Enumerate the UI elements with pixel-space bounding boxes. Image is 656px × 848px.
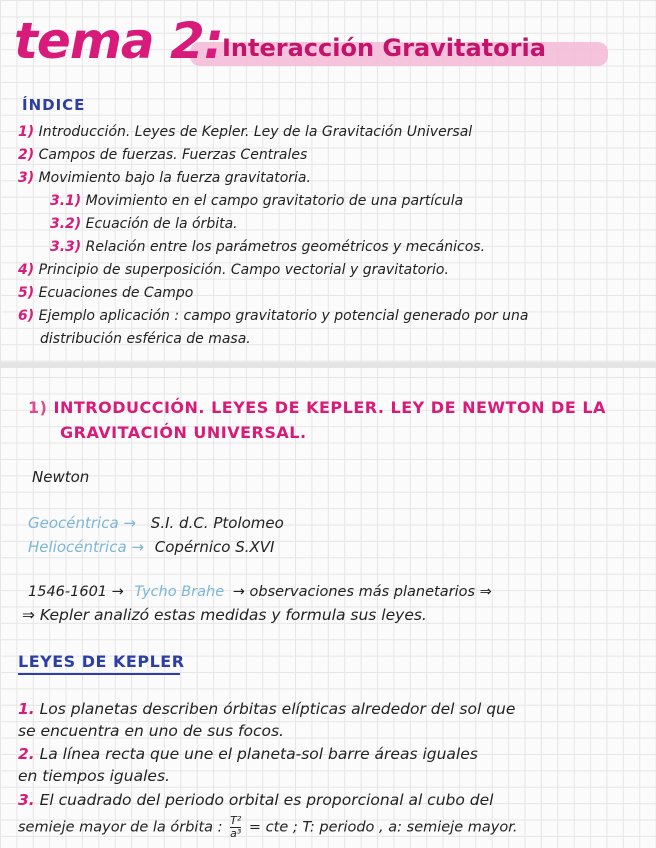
index-item: 6) Ejemplo aplicación : campo gravitatorio y potencial generado por una (18, 308, 529, 324)
kepler-laws-heading: LEYES DE KEPLER (18, 652, 185, 671)
section-title-line2: GRAVITACIÓN UNIVERSAL. (60, 423, 307, 442)
index-item: distribución esférica de masa. (40, 331, 251, 347)
topic-title: tema 2: (14, 12, 223, 70)
index-item: 3.1) Movimiento en el campo gravitatorio de una partícula (50, 193, 464, 209)
index-item: 4) Principio de superposición. Campo vectorial y gravitatorio. (18, 262, 449, 278)
tycho-line: 1546-1601 → Tycho Brahe → observaciones más planetarios ⇒ (28, 584, 492, 600)
kepler-analysis-line: ⇒ Kepler analizó estas medidas y formula sus leyes. (22, 606, 427, 624)
heliocentric-line: Heliocéntrica → Copérnico S.XVI (28, 538, 275, 556)
index-item: 3.2) Ecuación de la órbita. (50, 216, 238, 232)
page-divider (0, 362, 656, 368)
newton-label: Newton (32, 468, 90, 486)
index-item: 3.3) Relación entre los parámetros geométricos y mecánicos. (50, 239, 486, 255)
index-heading: ÍNDICE (22, 96, 86, 114)
kepler-law-3-cont: semieje mayor de la órbita : $\frac{\text{T²}}{\text{a³}}$ = cte ; T: periodo , a: semieje mayor. (18, 814, 518, 840)
index-item: 1) Introducción. Leyes de Kepler. Ley de la Gravitación Universal (18, 124, 473, 140)
geocentric-line: Geocéntrica → S.I. d.C. Ptolomeo (28, 514, 284, 532)
topic-subtitle: Interacción Gravitatoria (222, 34, 546, 62)
kepler-law-3: 3. El cuadrado del periodo orbital es proporcional al cubo del (18, 791, 494, 809)
period-fraction: $\frac{\text{T²}}{\text{a³}}$ (230, 814, 242, 840)
kepler-law-2-cont: en tiempos iguales. (18, 767, 170, 785)
index-item: 2) Campos de fuerzas. Fuerzas Centrales (18, 147, 308, 163)
index-item: 5) Ecuaciones de Campo (18, 285, 194, 301)
kepler-law-2: 2. La línea recta que une el planeta-sol barre áreas iguales (18, 745, 478, 763)
section-title-line1: 1) INTRODUCCIÓN. LEYES DE KEPLER. LEY DE NEWTON DE LA (28, 398, 606, 417)
index-item: 3) Movimiento bajo la fuerza gravitatoria. (18, 170, 311, 186)
kepler-law-1: 1. Los planetas describen órbitas elípticas alrededor del sol que (18, 700, 516, 718)
kepler-law-1-cont: se encuentra en uno de sus focos. (18, 722, 284, 740)
kepler-heading-underline (18, 673, 180, 675)
